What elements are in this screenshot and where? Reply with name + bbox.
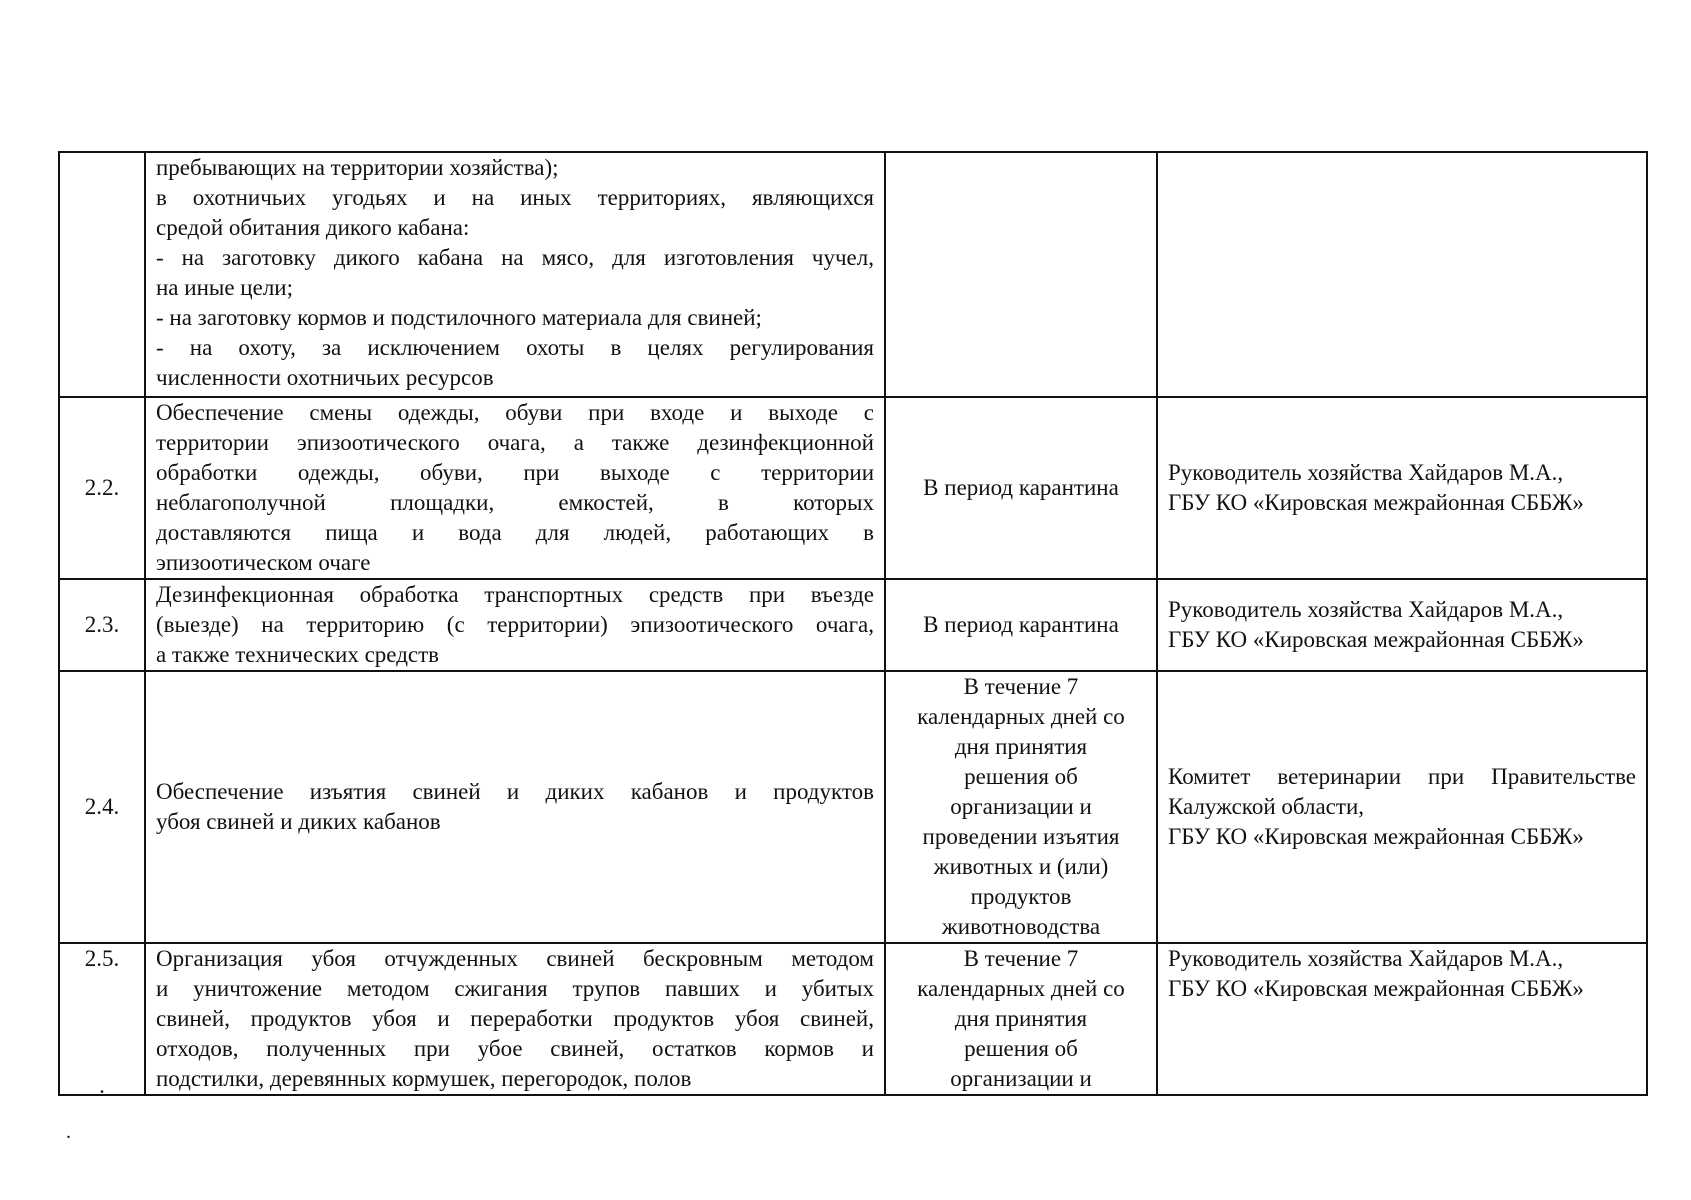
- term-cell: [885, 943, 1157, 1095]
- measure-description: [145, 152, 885, 397]
- term-line: дня принятия: [954, 734, 1088, 759]
- desc-line: в охотничьих угодьях и на иных территориях, являющихся: [156, 185, 874, 210]
- desc-line: эпизоотическом очаге: [156, 550, 371, 575]
- resp-line: Руководитель хозяйства Хайдаров М.А.,: [1168, 460, 1564, 485]
- table-row: [59, 397, 1647, 579]
- term-line: решения об: [964, 764, 1078, 789]
- table-row: [59, 671, 1647, 943]
- desc-line: пребывающих на территории хозяйства);: [156, 155, 559, 180]
- desc-line: Организация убоя отчужденных свиней бескровным методом: [156, 946, 874, 971]
- term-line: животноводства: [941, 914, 1101, 939]
- desc-line: - на охоту, за исключением охоты в целях регулирования: [156, 335, 874, 360]
- desc-line: на иные цели;: [156, 275, 293, 300]
- desc-line: Обеспечение смены одежды, обуви при входе и выходе с: [156, 400, 874, 425]
- term-line: организации и: [950, 794, 1092, 819]
- term-line: календарных дней со: [917, 704, 1125, 729]
- resp-line: ГБУ КО «Кировская межрайонная СББЖ»: [1168, 490, 1584, 515]
- measure-description: [145, 397, 885, 579]
- desc-line: доставляются пища и вода для людей, работающих в: [156, 520, 874, 545]
- responsible-cell: [1157, 397, 1647, 579]
- responsible-cell: [1157, 943, 1647, 1095]
- desc-line: и уничтожение методом сжигания трупов павших и убитых: [156, 976, 874, 1001]
- term-cell: [885, 671, 1157, 943]
- desc-line: свиней, продуктов убоя и переработки продуктов убоя свиней,: [156, 1006, 874, 1031]
- measure-description: [145, 579, 885, 671]
- measures-table: [58, 151, 1648, 1096]
- term-line: дня принятия: [954, 1006, 1088, 1031]
- term-line: календарных дней со: [917, 976, 1125, 1001]
- row-number: [59, 152, 145, 397]
- page-footer-mark: .: [66, 1121, 71, 1143]
- desc-line: - на заготовку дикого кабана на мясо, для изготовления чучел,: [156, 245, 874, 270]
- term-line: проведении изъятия: [922, 824, 1120, 849]
- measure-description: [145, 943, 885, 1095]
- desc-line: численности охотничьих ресурсов: [156, 365, 494, 390]
- resp-line: ГБУ КО «Кировская межрайонная СББЖ»: [1168, 627, 1584, 652]
- row-number-dot: .: [99, 1073, 105, 1095]
- row-number: 2.3.: [59, 579, 145, 671]
- desc-line: территории эпизоотического очага, а также дезинфекционной: [156, 430, 874, 455]
- resp-line: ГБУ КО «Кировская межрайонная СББЖ»: [1168, 824, 1584, 849]
- term-line: решения об: [964, 1036, 1078, 1061]
- desc-line: а также технических средств: [156, 642, 440, 667]
- table-row: [59, 943, 1647, 1095]
- term-line: В течение 7: [963, 674, 1079, 699]
- term-line: животных и (или): [933, 854, 1109, 879]
- term-line: В течение 7: [963, 946, 1079, 971]
- resp-line: Руководитель хозяйства Хайдаров М.А.,: [1168, 597, 1564, 622]
- term-cell: [885, 152, 1157, 397]
- row-number-label: 2.5.: [84, 946, 120, 971]
- term-line: продуктов: [970, 884, 1072, 909]
- row-number: 2.4.: [59, 671, 145, 943]
- resp-line: ГБУ КО «Кировская межрайонная СББЖ»: [1168, 976, 1584, 1001]
- responsible-cell: [1157, 152, 1647, 397]
- responsible-cell: [1157, 671, 1647, 943]
- resp-line: Комитет ветеринарии при Правительстве: [1168, 764, 1636, 789]
- desc-line: убоя свиней и диких кабанов: [156, 809, 441, 834]
- desc-line: подстилки, деревянных кормушек, перегородок, полов: [156, 1066, 692, 1091]
- row-number: [59, 943, 145, 1095]
- desc-line: - на заготовку кормов и подстилочного материала для свиней;: [156, 305, 762, 330]
- measure-description: [145, 671, 885, 943]
- desc-line: Дезинфекционная обработка транспортных средств при въезде: [156, 582, 874, 607]
- resp-line: Руководитель хозяйства Хайдаров М.А.,: [1168, 946, 1564, 971]
- table-row: [59, 152, 1647, 397]
- desc-line: (выезде) на территорию (с территории) эпизоотического очага,: [156, 612, 874, 637]
- table-row: [59, 579, 1647, 671]
- term-line: организации и: [950, 1066, 1092, 1091]
- desc-line: неблагополучной площадки, емкостей, в которых: [156, 490, 874, 515]
- desc-line: обработки одежды, обуви, при выходе с территории: [156, 460, 874, 485]
- term-cell: В период карантина: [885, 397, 1157, 579]
- desc-line: средой обитания дикого кабана:: [156, 215, 470, 240]
- responsible-cell: [1157, 579, 1647, 671]
- term-cell: В период карантина: [885, 579, 1157, 671]
- desc-line: отходов, полученных при убое свиней, остатков кормов и: [156, 1036, 874, 1061]
- desc-line: Обеспечение изъятия свиней и диких кабанов и продуктов: [156, 779, 874, 804]
- resp-line: Калужской области,: [1168, 794, 1365, 819]
- row-number: 2.2.: [59, 397, 145, 579]
